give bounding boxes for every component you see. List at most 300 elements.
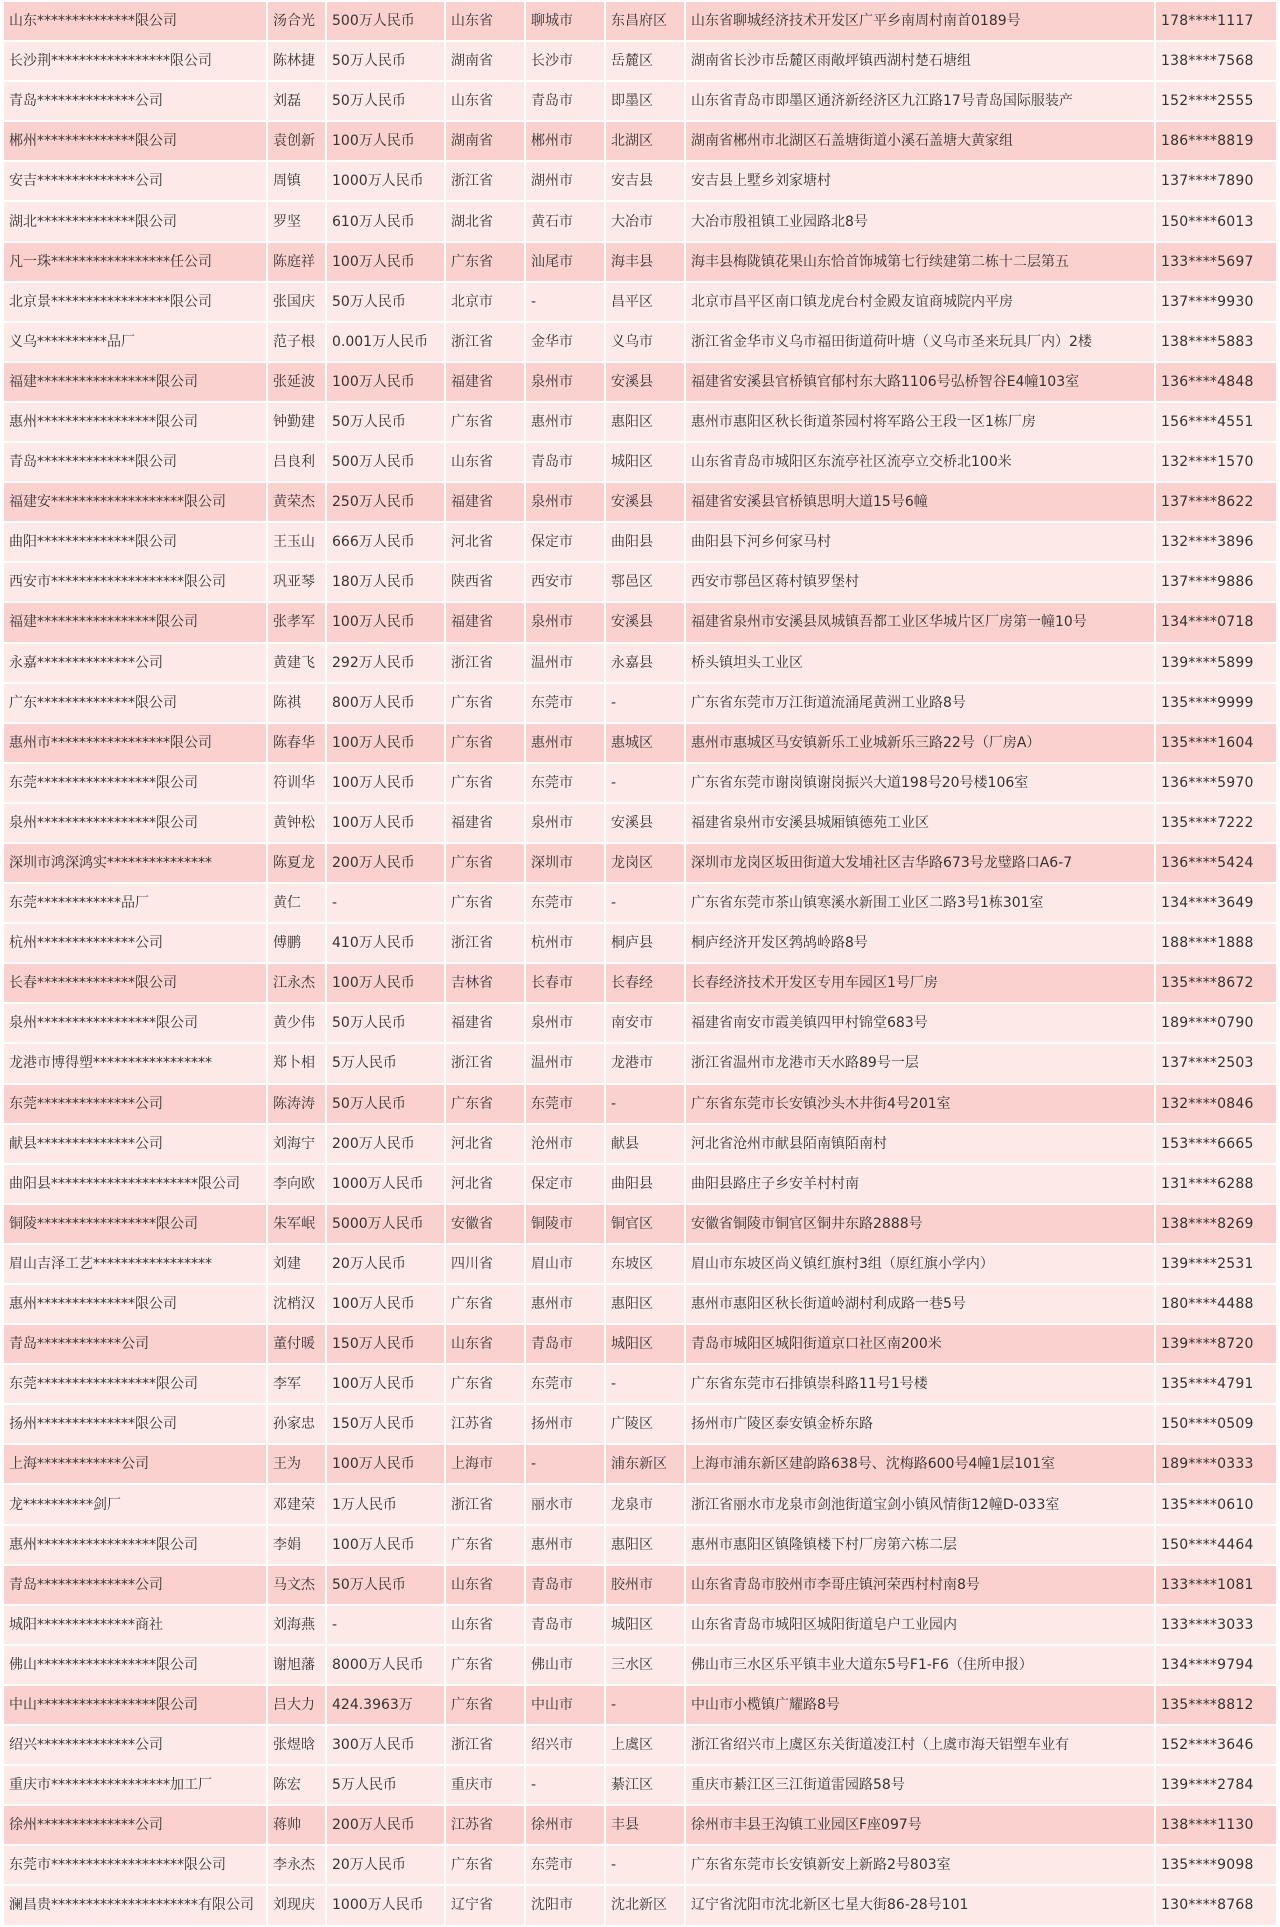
table-row[interactable] (4, 1165, 1276, 1203)
address-cell: 湖南省郴州市北湖区石盖塘街道小溪石盖塘大黄家组 (686, 122, 1154, 160)
address-cell: 山东省青岛市城阳区东流亭社区流亭立交桥北100米 (686, 443, 1154, 481)
phone-cell: 132****0846 (1156, 1085, 1276, 1123)
district-cell: 曲阳县 (606, 1165, 684, 1203)
phone-cell: 189****0790 (1156, 1004, 1276, 1042)
district-cell: 长春经 (606, 964, 684, 1002)
province-cell: 四川省 (446, 1245, 524, 1283)
province-cell: 辽宁省 (446, 1886, 524, 1924)
province-cell: 福建省 (446, 603, 524, 641)
phone-cell: 131****6288 (1156, 1165, 1276, 1203)
province-cell: 广东省 (446, 1365, 524, 1403)
district-cell: 即墨区 (606, 82, 684, 120)
district-cell: 龙泉市 (606, 1485, 684, 1523)
company-name-cell: 绍兴**************公司 (4, 1726, 266, 1764)
table-row[interactable] (4, 724, 1276, 762)
contact-person-cell: 董付暖 (268, 1325, 325, 1363)
address-cell: 福建省南安市霞美镇四甲村锦堂683号 (686, 1004, 1154, 1042)
contact-person-cell: 符训华 (268, 764, 325, 802)
province-cell: 江苏省 (446, 1806, 524, 1844)
registered-capital-cell: 20万人民币 (327, 1846, 444, 1884)
registered-capital-cell: 100万人民币 (327, 724, 444, 762)
province-cell: 浙江省 (446, 162, 524, 200)
table-row[interactable] (4, 1886, 1276, 1924)
district-cell: - (606, 764, 684, 802)
phone-cell: 133****5697 (1156, 243, 1276, 281)
contact-person-cell: 范子根 (268, 323, 325, 361)
registered-capital-cell: 50万人民币 (327, 403, 444, 441)
registered-capital-cell: 150万人民币 (327, 1325, 444, 1363)
city-cell: 湖州市 (526, 162, 604, 200)
district-cell: 丰县 (606, 1806, 684, 1844)
district-cell: 岳麓区 (606, 42, 684, 80)
registered-capital-cell: 50万人民币 (327, 1566, 444, 1604)
address-cell: 安吉县上墅乡刘家塘村 (686, 162, 1154, 200)
province-cell: 上海市 (446, 1445, 524, 1483)
company-name-cell: 东莞************品厂 (4, 884, 266, 922)
district-cell: 安溪县 (606, 804, 684, 842)
city-cell: 青岛市 (526, 1325, 604, 1363)
phone-cell: 178****1117 (1156, 2, 1276, 40)
phone-cell: 133****3033 (1156, 1606, 1276, 1644)
table-row[interactable] (4, 1405, 1276, 1443)
table-row[interactable] (4, 202, 1276, 240)
company-name-cell: 泉州*****************限公司 (4, 1004, 266, 1042)
phone-cell: 137****2503 (1156, 1044, 1276, 1082)
contact-person-cell: 陈祺 (268, 684, 325, 722)
company-name-cell: 佛山*****************限公司 (4, 1646, 266, 1684)
registered-capital-cell: 50万人民币 (327, 1004, 444, 1042)
table-row[interactable] (4, 2, 1276, 40)
district-cell: 献县 (606, 1125, 684, 1163)
registered-capital-cell: 50万人民币 (327, 82, 444, 120)
table-row[interactable] (4, 122, 1276, 160)
phone-cell: 189****0333 (1156, 1445, 1276, 1483)
address-cell: 惠州市惠城区马安镇新乐工业城新乐三路22号（厂房A） (686, 724, 1154, 762)
province-cell: 广东省 (446, 1085, 524, 1123)
district-cell: 城阳区 (606, 1606, 684, 1644)
district-cell: 三水区 (606, 1646, 684, 1684)
registered-capital-cell: 100万人民币 (327, 603, 444, 641)
city-cell: 沈阳市 (526, 1886, 604, 1924)
address-cell: 北京市昌平区南口镇龙虎台村金殿友谊商城院内平房 (686, 283, 1154, 321)
province-cell: 福建省 (446, 483, 524, 521)
table-row[interactable] (4, 924, 1276, 962)
contact-person-cell: 张孝军 (268, 603, 325, 641)
company-name-cell: 福建*****************限公司 (4, 603, 266, 641)
company-name-cell: 西安市*******************限公司 (4, 563, 266, 601)
district-cell: 昌平区 (606, 283, 684, 321)
city-cell: 东莞市 (526, 884, 604, 922)
address-cell: 浙江省金华市义乌市福田街道荷叶塘（义乌市圣来玩具厂内）2楼 (686, 323, 1154, 361)
city-cell: 长沙市 (526, 42, 604, 80)
province-cell: 广东省 (446, 1646, 524, 1684)
phone-cell: 136****5970 (1156, 764, 1276, 802)
registered-capital-cell: 1万人民币 (327, 1485, 444, 1523)
address-cell: 桥头镇坦头工业区 (686, 644, 1154, 682)
company-name-cell: 中山*****************限公司 (4, 1686, 266, 1724)
district-cell: 东坡区 (606, 1245, 684, 1283)
company-name-cell: 眉山吉泽工艺***************** (4, 1245, 266, 1283)
company-name-cell: 龙港市博得塑***************** (4, 1044, 266, 1082)
address-cell: 徐州市丰县王沟镇工业园区F座097号 (686, 1806, 1154, 1844)
registered-capital-cell: - (327, 884, 444, 922)
company-name-cell: 青岛**************公司 (4, 1566, 266, 1604)
contact-person-cell: 李娟 (268, 1526, 325, 1564)
contact-person-cell: 黄仁 (268, 884, 325, 922)
table-row[interactable] (4, 1566, 1276, 1604)
city-cell: - (526, 1766, 604, 1804)
table-row[interactable] (4, 403, 1276, 441)
city-cell: 绍兴市 (526, 1726, 604, 1764)
address-cell: 曲阳县下河乡何家马村 (686, 523, 1154, 561)
city-cell: 东莞市 (526, 1085, 604, 1123)
district-cell: 曲阳县 (606, 523, 684, 561)
company-name-cell: 长沙荆*****************限公司 (4, 42, 266, 80)
table-row[interactable] (4, 1485, 1276, 1523)
contact-person-cell: 袁创新 (268, 122, 325, 160)
province-cell: 浙江省 (446, 323, 524, 361)
table-row[interactable] (4, 162, 1276, 200)
district-cell: 浦东新区 (606, 1445, 684, 1483)
table-row[interactable] (4, 563, 1276, 601)
table-row[interactable] (4, 1726, 1276, 1764)
address-cell: 山东省青岛市胶州市李哥庄镇河荣西村村南8号 (686, 1566, 1154, 1604)
registered-capital-cell: 410万人民币 (327, 924, 444, 962)
contact-person-cell: 刘现庆 (268, 1886, 325, 1924)
table-row[interactable] (4, 323, 1276, 361)
contact-person-cell: 张延波 (268, 363, 325, 401)
city-cell: 泉州市 (526, 804, 604, 842)
contact-person-cell: 陈庭祥 (268, 243, 325, 281)
city-cell: 佛山市 (526, 1646, 604, 1684)
district-cell: - (606, 684, 684, 722)
address-cell: 广东省东莞市长安镇沙头木井街4号201室 (686, 1085, 1154, 1123)
city-cell: - (526, 283, 604, 321)
province-cell: 山东省 (446, 1566, 524, 1604)
province-cell: 广东省 (446, 884, 524, 922)
province-cell: 河北省 (446, 523, 524, 561)
address-cell: 大冶市殷祖镇工业园路北8号 (686, 202, 1154, 240)
table-row[interactable] (4, 644, 1276, 682)
province-cell: 吉林省 (446, 964, 524, 1002)
company-name-cell: 徐州**************公司 (4, 1806, 266, 1844)
company-name-cell: 城阳**************商社 (4, 1606, 266, 1644)
district-cell: 铜官区 (606, 1205, 684, 1243)
table-row[interactable] (4, 964, 1276, 1002)
company-name-cell: 青岛**************公司 (4, 82, 266, 120)
registered-capital-cell: 1000万人民币 (327, 162, 444, 200)
company-name-cell: 深圳市鸿深鸿实*************** (4, 844, 266, 882)
city-cell: 泉州市 (526, 483, 604, 521)
table-row[interactable] (4, 1205, 1276, 1243)
contact-person-cell: 黄钟松 (268, 804, 325, 842)
contact-person-cell: 李永杰 (268, 1846, 325, 1884)
province-cell: 湖南省 (446, 42, 524, 80)
province-cell: 浙江省 (446, 1044, 524, 1082)
address-cell: 河北省沧州市献县陌南镇陌南村 (686, 1125, 1154, 1163)
city-cell: 深圳市 (526, 844, 604, 882)
contact-person-cell: 王为 (268, 1445, 325, 1483)
address-cell: 广东省东莞市茶山镇寒溪水新围工业区二路3号1栋301室 (686, 884, 1154, 922)
address-cell: 佛山市三水区乐平镇丰业大道东5号F1-F6（住所申报） (686, 1646, 1154, 1684)
province-cell: 河北省 (446, 1125, 524, 1163)
table-row[interactable] (4, 283, 1276, 321)
table-row[interactable] (4, 243, 1276, 281)
city-cell: 扬州市 (526, 1405, 604, 1443)
table-row[interactable] (4, 1004, 1276, 1042)
phone-cell: 135****9999 (1156, 684, 1276, 722)
phone-cell: 133****1081 (1156, 1566, 1276, 1604)
address-cell: 长春经济技术开发区专用车园区1号厂房 (686, 964, 1154, 1002)
city-cell: 温州市 (526, 1044, 604, 1082)
province-cell: 广东省 (446, 243, 524, 281)
province-cell: 山东省 (446, 443, 524, 481)
city-cell: 青岛市 (526, 82, 604, 120)
registered-capital-cell: 100万人民币 (327, 122, 444, 160)
table-row[interactable] (4, 1686, 1276, 1724)
contact-person-cell: 张国庆 (268, 283, 325, 321)
table-row[interactable] (4, 82, 1276, 120)
contact-person-cell: 黄荣杰 (268, 483, 325, 521)
registered-capital-cell: 100万人民币 (327, 363, 444, 401)
province-cell: 山东省 (446, 2, 524, 40)
table-row[interactable] (4, 1365, 1276, 1403)
registered-capital-cell: - (327, 1606, 444, 1644)
contact-person-cell: 刘磊 (268, 82, 325, 120)
address-cell: 山东省聊城经济技术开发区广平乡南周村南首0189号 (686, 2, 1154, 40)
phone-cell: 135****7222 (1156, 804, 1276, 842)
company-name-cell: 重庆市*****************加工厂 (4, 1766, 266, 1804)
table-row[interactable] (4, 1044, 1276, 1082)
company-name-cell: 杭州**************公司 (4, 924, 266, 962)
city-cell: 保定市 (526, 1165, 604, 1203)
contact-person-cell: 汤合光 (268, 2, 325, 40)
district-cell: 龙港市 (606, 1044, 684, 1082)
city-cell: 沧州市 (526, 1125, 604, 1163)
phone-cell: 139****8720 (1156, 1325, 1276, 1363)
registered-capital-cell: 100万人民币 (327, 1365, 444, 1403)
phone-cell: 136****5424 (1156, 844, 1276, 882)
district-cell: 惠阳区 (606, 1285, 684, 1323)
contact-person-cell: 罗坚 (268, 202, 325, 240)
phone-cell: 137****8622 (1156, 483, 1276, 521)
province-cell: 重庆市 (446, 1766, 524, 1804)
province-cell: 广东省 (446, 844, 524, 882)
city-cell: 铜陵市 (526, 1205, 604, 1243)
phone-cell: 137****9930 (1156, 283, 1276, 321)
table-row[interactable] (4, 363, 1276, 401)
province-cell: 安徽省 (446, 1205, 524, 1243)
phone-cell: 130****8768 (1156, 1886, 1276, 1924)
registered-capital-cell: 100万人民币 (327, 1445, 444, 1483)
district-cell: 惠阳区 (606, 403, 684, 441)
registered-capital-cell: 100万人民币 (327, 964, 444, 1002)
company-name-cell: 北京景*****************限公司 (4, 283, 266, 321)
address-cell: 山东省青岛市即墨区通济新经济区九江路17号青岛国际服装产 (686, 82, 1154, 120)
table-row[interactable] (4, 684, 1276, 722)
registered-capital-cell: 500万人民币 (327, 443, 444, 481)
registered-capital-cell: 20万人民币 (327, 1245, 444, 1283)
address-cell: 浙江省温州市龙港市天水路89号一层 (686, 1044, 1154, 1082)
phone-cell: 135****9098 (1156, 1846, 1276, 1884)
table-row[interactable] (4, 523, 1276, 561)
company-name-cell: 青岛************公司 (4, 1325, 266, 1363)
phone-cell: 180****4488 (1156, 1285, 1276, 1323)
address-cell: 曲阳县路庄子乡安羊村村南 (686, 1165, 1154, 1203)
table-row[interactable] (4, 42, 1276, 80)
address-cell: 福建省泉州市安溪县城厢镇德苑工业区 (686, 804, 1154, 842)
phone-cell: 137****7890 (1156, 162, 1276, 200)
table-row[interactable] (4, 1806, 1276, 1844)
city-cell: 惠州市 (526, 403, 604, 441)
contact-person-cell: 黄建飞 (268, 644, 325, 682)
district-cell: 义乌市 (606, 323, 684, 361)
address-cell: 惠州市惠阳区秋长街道茶园村将军路公王段一区1栋厂房 (686, 403, 1154, 441)
contact-person-cell: 陈夏龙 (268, 844, 325, 882)
phone-cell: 136****4848 (1156, 363, 1276, 401)
table-row[interactable] (4, 884, 1276, 922)
city-cell: 黄石市 (526, 202, 604, 240)
contact-person-cell: 吕良利 (268, 443, 325, 481)
phone-cell: 153****6665 (1156, 1125, 1276, 1163)
registered-capital-cell: 100万人民币 (327, 1285, 444, 1323)
phone-cell: 139****5899 (1156, 644, 1276, 682)
district-cell: 安溪县 (606, 363, 684, 401)
city-cell: 惠州市 (526, 724, 604, 762)
phone-cell: 152****2555 (1156, 82, 1276, 120)
address-cell: 重庆市綦江区三江街道雷园路58号 (686, 1766, 1154, 1804)
district-cell: 东昌府区 (606, 2, 684, 40)
table-row[interactable] (4, 1125, 1276, 1163)
phone-cell: 135****8812 (1156, 1686, 1276, 1724)
phone-cell: 138****8269 (1156, 1205, 1276, 1243)
address-cell: 辽宁省沈阳市沈北新区七星大街86-28号101 (686, 1886, 1154, 1924)
table-row[interactable] (4, 483, 1276, 521)
table-row[interactable] (4, 1285, 1276, 1323)
address-cell: 浙江省绍兴市上虞区东关街道凌江村（上虞市海天铝塑车业有 (686, 1726, 1154, 1764)
district-cell: 城阳区 (606, 1325, 684, 1363)
address-cell: 中山市小榄镇广耀路8号 (686, 1686, 1154, 1724)
district-cell: 大冶市 (606, 202, 684, 240)
city-cell: 丽水市 (526, 1485, 604, 1523)
registered-capital-cell: 1000万人民币 (327, 1886, 444, 1924)
province-cell: 广东省 (446, 764, 524, 802)
company-name-cell: 广东**************限公司 (4, 684, 266, 722)
company-name-cell: 湖北**************限公司 (4, 202, 266, 240)
company-name-cell: 凡一珠*****************任公司 (4, 243, 266, 281)
district-cell: 惠城区 (606, 724, 684, 762)
address-cell: 安徽省铜陵市铜官区铜井东路2888号 (686, 1205, 1154, 1243)
table-row[interactable] (4, 844, 1276, 882)
province-cell: 北京市 (446, 283, 524, 321)
contact-person-cell: 傅鹏 (268, 924, 325, 962)
city-cell: 金华市 (526, 323, 604, 361)
phone-cell: 135****4791 (1156, 1365, 1276, 1403)
table-row[interactable] (4, 1646, 1276, 1684)
contact-person-cell: 黄少伟 (268, 1004, 325, 1042)
table-row[interactable] (4, 764, 1276, 802)
registered-capital-cell: 800万人民币 (327, 684, 444, 722)
district-cell: - (606, 1846, 684, 1884)
province-cell: 浙江省 (446, 1726, 524, 1764)
contact-person-cell: 李向欧 (268, 1165, 325, 1203)
table-row[interactable] (4, 1445, 1276, 1483)
province-cell: 江苏省 (446, 1405, 524, 1443)
company-name-cell: 山东**************限公司 (4, 2, 266, 40)
province-cell: 浙江省 (446, 644, 524, 682)
phone-cell: 134****9794 (1156, 1646, 1276, 1684)
city-cell: 郴州市 (526, 122, 604, 160)
district-cell: 海丰县 (606, 243, 684, 281)
table-row[interactable] (4, 1846, 1276, 1884)
address-cell: 浙江省丽水市龙泉市剑池街道宝剑小镇风情街12幢D-033室 (686, 1485, 1154, 1523)
province-cell: 福建省 (446, 363, 524, 401)
table-row[interactable] (4, 804, 1276, 842)
table-row[interactable] (4, 1325, 1276, 1363)
contact-person-cell: 孙家忠 (268, 1405, 325, 1443)
district-cell: 南安市 (606, 1004, 684, 1042)
province-cell: 福建省 (446, 1004, 524, 1042)
phone-cell: 150****6013 (1156, 202, 1276, 240)
table-row[interactable] (4, 1085, 1276, 1123)
contact-person-cell: 陈春华 (268, 724, 325, 762)
registered-capital-cell: 180万人民币 (327, 563, 444, 601)
company-name-cell: 义乌**********品厂 (4, 323, 266, 361)
city-cell: 青岛市 (526, 1566, 604, 1604)
district-cell: 永嘉县 (606, 644, 684, 682)
table-row[interactable] (4, 443, 1276, 481)
address-cell: 青岛市城阳区城阳街道京口社区南200米 (686, 1325, 1154, 1363)
phone-cell: 138****5883 (1156, 323, 1276, 361)
registered-capital-cell: 150万人民币 (327, 1405, 444, 1443)
province-cell: 广东省 (446, 1526, 524, 1564)
district-cell: 广陵区 (606, 1405, 684, 1443)
company-name-cell: 永嘉**************公司 (4, 644, 266, 682)
contact-person-cell: 刘海燕 (268, 1606, 325, 1644)
province-cell: 山东省 (446, 1606, 524, 1644)
table-row[interactable] (4, 1606, 1276, 1644)
city-cell: 保定市 (526, 523, 604, 561)
province-cell: 浙江省 (446, 1485, 524, 1523)
company-name-cell: 铜陵*****************限公司 (4, 1205, 266, 1243)
address-cell: 西安市鄠邑区蒋村镇罗堡村 (686, 563, 1154, 601)
city-cell: 中山市 (526, 1686, 604, 1724)
table-row[interactable] (4, 1526, 1276, 1564)
company-name-cell: 东莞市*******************限公司 (4, 1846, 266, 1884)
company-name-cell: 泉州*****************限公司 (4, 804, 266, 842)
address-cell: 湖南省长沙市岳麓区雨敞坪镇西湖村楚石塘组 (686, 42, 1154, 80)
company-table-body (4, 2, 1276, 1925)
company-name-cell: 扬州**************限公司 (4, 1405, 266, 1443)
contact-person-cell: 江永杰 (268, 964, 325, 1002)
province-cell: 广东省 (446, 1686, 524, 1724)
district-cell: 安吉县 (606, 162, 684, 200)
address-cell: 桐庐经济开发区鹁鸪岭路8号 (686, 924, 1154, 962)
table-row[interactable] (4, 603, 1276, 641)
address-cell: 广东省东莞市万江街道流涌尾黄洲工业路8号 (686, 684, 1154, 722)
company-name-cell: 惠州市*****************限公司 (4, 724, 266, 762)
registered-capital-cell: 0.001万人民币 (327, 323, 444, 361)
table-row[interactable] (4, 1245, 1276, 1283)
company-name-cell: 福建安*******************限公司 (4, 483, 266, 521)
company-name-cell: 福建*****************限公司 (4, 363, 266, 401)
table-row[interactable] (4, 1766, 1276, 1804)
province-cell: 湖北省 (446, 202, 524, 240)
city-cell: 惠州市 (526, 1526, 604, 1564)
city-cell: 徐州市 (526, 1806, 604, 1844)
address-cell: 福建省安溪县官桥镇官郁村东大路1106号弘桥智谷E4幢103室 (686, 363, 1154, 401)
province-cell: 湖南省 (446, 122, 524, 160)
